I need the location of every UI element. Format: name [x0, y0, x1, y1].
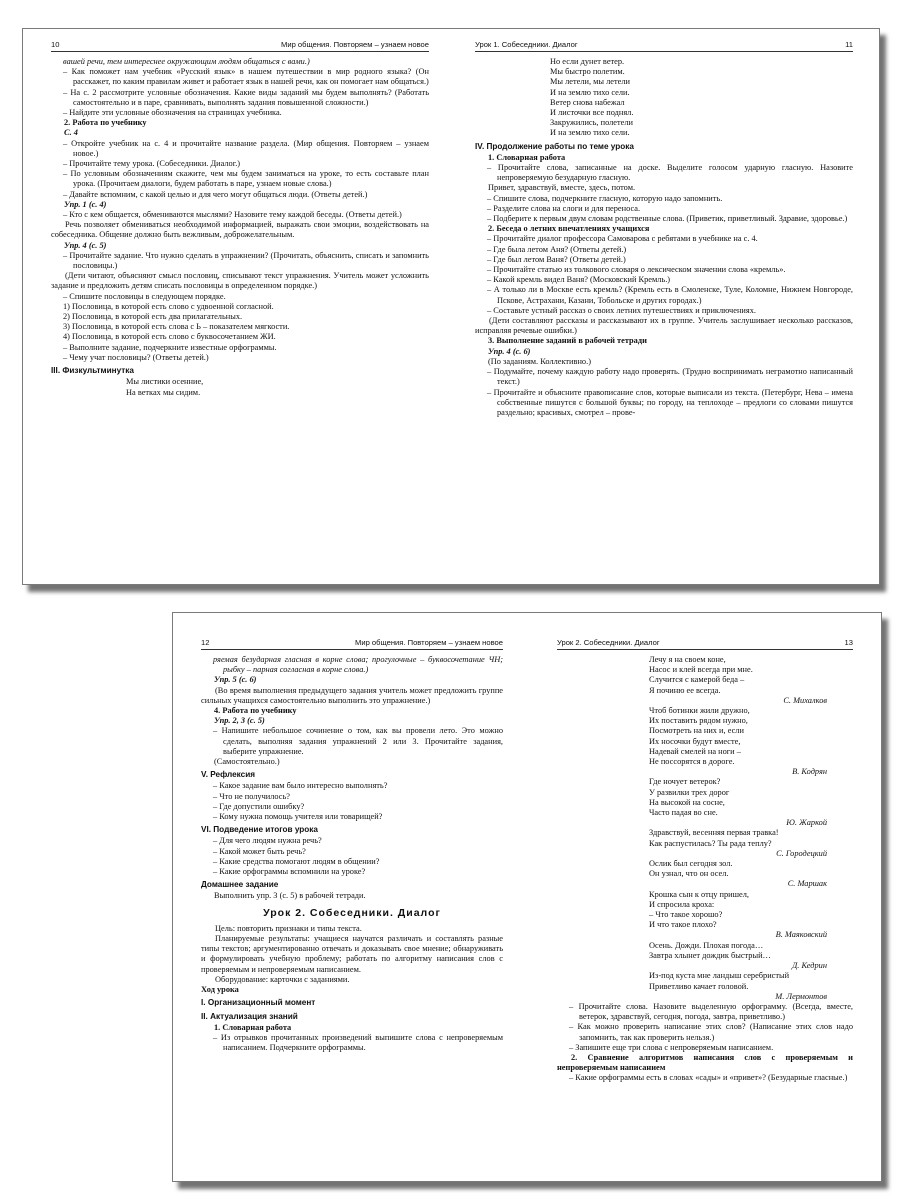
- poem-line: На ветках мы сидим.: [126, 387, 201, 397]
- text-line: – Прочитайте слова. Назовите выделенную орфограмму. (Всегда, вместе, ветерок, здравствуй, сегодня, погода, завтра, приветливо.): [569, 1001, 853, 1022]
- running-title: Мир общения. Повторяем – узнаем новое: [281, 40, 429, 49]
- page-body: [475, 57, 853, 418]
- poem-author: С. Маршак: [787, 879, 827, 889]
- text-line: – Подберите к первым двум словам родственные слова. (Приветик, приветливый. Здравие, здоровье.): [487, 214, 848, 224]
- poem-author: Д. Кедрин: [791, 961, 827, 971]
- poem-line: Ослик был сегодня зол.: [649, 859, 733, 869]
- poem-line: На высокой на сосне,: [649, 797, 725, 807]
- page-13: [557, 613, 853, 1181]
- poem-line: Не поссорятся в дороге.: [649, 757, 735, 767]
- text-line: – Какие средства помогают людям в общении?: [213, 856, 380, 866]
- section-heading: V. Рефлексия: [201, 770, 256, 780]
- poem-line: Завтра хлынет дождик быстрый…: [649, 950, 771, 960]
- section-heading: Домашнее задание: [201, 880, 279, 890]
- page-10: [51, 29, 429, 584]
- poem-line: Посмотреть на них и, если: [649, 726, 744, 736]
- poem-line: Мы листики осенние,: [126, 377, 204, 387]
- running-title: Мир общения. Повторяем – узнаем новое: [355, 638, 503, 647]
- text-line: – Давайте вспомним, с какой целью и для чего могут общаться люди. (Ответы детей.): [63, 189, 368, 199]
- text-line: Цель: повторить признаки и типы текста.: [215, 923, 362, 933]
- text-line: Упр. 2, 3 (с. 5): [214, 716, 265, 726]
- text-line: – Выполните задание, подчеркните известные орфограммы.: [63, 342, 277, 352]
- text-line: 3) Пословица, в которой есть слова с Ь – показателем мягкости.: [63, 322, 290, 332]
- text-line: – Какой кремль видел Ваня? (Московский Кремль.): [487, 275, 671, 285]
- page-11: [475, 29, 853, 584]
- poem-line: Надевай смелей на ноги –: [649, 746, 741, 756]
- poem-line: У развилки трех дорог: [649, 787, 730, 797]
- text-line: 4. Работа по учебнику: [214, 706, 297, 716]
- text-line: – Какое задание вам было интересно выполнять?: [213, 781, 388, 791]
- text-line: – Кому нужна помощь учителя или товарищей?: [213, 812, 383, 822]
- text-line: Привет, здравствуй, вместе, здесь, потом.: [488, 183, 636, 193]
- poem-line: Осень. Дожди. Плохая погода…: [649, 940, 764, 950]
- text-line: ряемая безударная гласная в корне слова; прогулочные – буквосочетание ЧН; рыбку – парная согласная в корне слова.): [213, 655, 503, 675]
- text-line: – Чему учат пословицы? (Ответы детей.): [63, 352, 209, 362]
- poem-line: Здравствуй, весенняя первая травка!: [649, 828, 779, 838]
- text-line: – Как поможет нам учебник «Русский язык» в нашем путешествии в мир родного языка? (Он расскажет, по каким правилам живет и работает язык в нашей речи, как он помогает нам общаться.): [63, 67, 429, 87]
- poem-author: М. Лермонтов: [775, 991, 827, 1001]
- text-line: – По условным обозначениям скажите, чем мы будем заниматься на уроке, то есть составьте план урока. (Прочитаем диалоги, будем работать в паре, узнаем новые слова.): [63, 169, 429, 189]
- text-line: – Запишите еще три слова с непроверяемым написанием.: [569, 1042, 774, 1052]
- section-heading: III. Физкультминутка: [51, 366, 134, 376]
- poem-line: И на землю тихо сели.: [550, 87, 630, 97]
- text-line: Ход урока: [201, 985, 239, 995]
- text-line: – Какие орфограммы вспомнили на уроке?: [213, 867, 366, 877]
- text-line: – Прочитайте статью из толкового словаря о лексическом значении слова «кремль».: [487, 265, 786, 275]
- running-header: [51, 39, 429, 52]
- poem-line: Крошка сын к отцу пришел,: [649, 889, 749, 899]
- text-line: (По заданиям. Коллективно.): [488, 356, 591, 366]
- poem-line: И что такое плохо?: [649, 920, 717, 930]
- text-line: – Прочитайте задание. Что нужно сделать в упражнении? (Прочитать, объяснить, списать и запомнить пословицы.): [63, 250, 429, 271]
- poem-line: Лечу я на своем коне,: [649, 655, 726, 664]
- running-header: [475, 39, 853, 52]
- poem-line: Случится с камерой беда –: [649, 675, 745, 685]
- text-line: – Какие орфограммы есть в словах «сады» и «привет»? (Безударные гласные.): [569, 1073, 848, 1083]
- text-line: 3. Выполнение заданий в рабочей тетради: [488, 336, 647, 346]
- poem-line: И листочки все поднял.: [550, 108, 634, 118]
- text-line: Упр. 5 (с. 6): [214, 675, 257, 685]
- text-line: – Для чего людям нужна речь?: [213, 836, 322, 846]
- page-body: [201, 655, 503, 1053]
- text-line: – Что не получилось?: [213, 791, 291, 801]
- poem-line: Где ночует ветерок?: [649, 777, 721, 787]
- text-line: Речь позволяет обмениваться необходимой информацией, выражать свои эмоции, воздействовать на собеседника. Общение должно быть вежливым, доброжелательным.: [51, 220, 429, 240]
- section-heading: VI. Подведение итогов урока: [201, 825, 318, 835]
- running-header: [557, 637, 853, 650]
- text-line: С. 4: [64, 128, 78, 138]
- poem-line: Насос и клей всегда при мне.: [649, 665, 753, 675]
- poem-author: В. Маяковский: [775, 930, 827, 940]
- text-line: – Напишите небольшое сочинение о том, как вы провели лето. Это можно сделать, выполняя задания упражнений 2 или 3. Прочитайте задания, выберите упражнение.: [213, 726, 503, 756]
- poem-line: Их поставить рядом нужно,: [649, 716, 748, 726]
- page-number: 12: [201, 638, 210, 647]
- running-header: [201, 637, 503, 650]
- poem-line: Мы быстро полетим.: [550, 67, 625, 77]
- section-heading: IV. Продолжение работы по теме урока: [475, 141, 634, 151]
- poem-line: Ветер снова набежал: [550, 97, 625, 107]
- text-line: – Какой может быть речь?: [213, 846, 306, 856]
- text-line: (Во время выполнения предыдущего задания учитель может предложить группе сильных учащихся самостоятельно выполнить это упражнение.): [201, 685, 503, 705]
- text-line: Упр. 1 (с. 4): [64, 199, 107, 209]
- poem-line: Их носочки будут вместе,: [649, 736, 741, 746]
- book-spread-pages-10-11: [22, 28, 880, 585]
- text-line: – А только ли в Москве есть кремль? (Кремль есть в Смоленске, Туле, Коломне, Нижнем Новгороде, Пскове, Астрахани, Казани, Тобольске и других городах.): [487, 285, 853, 305]
- text-line: 2) Пословица, в которой есть два прилагательных.: [63, 312, 243, 322]
- text-line: – Где был летом Ваня? (Ответы детей.): [487, 254, 626, 264]
- text-line: – Прочитайте слова, записанные на доске. Выделите голосом ударную гласную. Назовите непроверяемую безударную гласную.: [487, 163, 853, 183]
- text-line: Упр. 4 (с. 5): [64, 240, 107, 250]
- text-line: Планируемые результаты: учащиеся научатся различать и составлять разные типы текстов; аргументированно отвечать и доказывать свое мнение; обнаруживать и формулировать учебную проблему; работать по алгоритму написания слов с проверяемым и непроверяемым написанием.: [201, 934, 503, 974]
- text-line: Урок 2. Собеседники. Диалог: [263, 906, 441, 919]
- section-heading: I. Организационный момент: [201, 998, 316, 1008]
- text-line: – Откройте учебник на с. 4 и прочитайте название раздела. (Мир общения. Повторяем – узнаем новое.): [63, 138, 429, 158]
- poem-author: С. Городецкий: [776, 848, 827, 858]
- text-line: – Как можно проверить написание этих слов? (Написание этих слов надо запомнить, так как проверить нельзя.): [569, 1022, 853, 1042]
- text-line: (Самостоятельно.): [214, 757, 280, 767]
- poem-line: Закружились, полетели: [550, 118, 633, 128]
- book-spread-pages-12-13: [172, 612, 882, 1182]
- poem-author: Ю. Жаркой: [786, 818, 827, 828]
- poem-author: В. Кодрян: [792, 767, 827, 777]
- poem-line: Из-под куста мне ландыш серебристый: [649, 971, 790, 981]
- text-line: – Спишите пословицы в следующем порядке.: [63, 291, 226, 301]
- poem-line: Часто падая во сне.: [649, 808, 718, 818]
- page-12: [201, 613, 503, 1181]
- text-line: 2. Сравнение алгоритмов написания слов с проверяемым и непроверяемым написанием: [557, 1052, 853, 1073]
- text-line: – Найдите эти условные обозначения на страницах учебника.: [63, 108, 282, 118]
- poem-line: Он узнал, что он осел.: [649, 869, 729, 879]
- running-title: Урок 2. Собеседники. Диалог: [557, 638, 660, 647]
- running-title: Урок 1. Собеседники. Диалог: [475, 40, 578, 49]
- text-line: Оборудование: карточки с заданиями.: [215, 974, 350, 984]
- poem-line: Я починю ее всегда.: [649, 685, 721, 695]
- page-number: 11: [845, 40, 853, 49]
- text-line: – Спишите слова, подчеркните гласную, которую надо запомнить.: [487, 193, 723, 203]
- text-line: Выполнить упр. 3 (с. 5) в рабочей тетради.: [214, 891, 366, 901]
- poem-line: Приветливо качает головой.: [649, 981, 749, 991]
- text-line: – Из отрывков прочитанных произведений выпишите слова с непроверяемым написанием. Подчеркните орфограммы.: [213, 1032, 503, 1053]
- text-line: 2. Работа по учебнику: [64, 118, 147, 128]
- text-line: – Кто с кем общается, обмениваются мыслями? Назовите тему каждой беседы. (Ответы детей.): [63, 210, 402, 220]
- text-line: – Подумайте, почему каждую работу надо проверять. (Трудно воспринимать неграмотно написанный текст.): [487, 367, 853, 387]
- text-line: 1. Словарная работа: [214, 1022, 292, 1032]
- section-heading: II. Актуализация знаний: [201, 1011, 298, 1021]
- text-line: (Дети составляют рассказы и рассказывают их в группе. Учитель заслушивает несколько рассказов, исправляя речевые ошибки.): [475, 316, 853, 336]
- text-line: – Разделите слова на слоги и для переноса.: [487, 203, 641, 213]
- poem-line: Но если дунет ветер.: [550, 57, 625, 66]
- text-line: 1) Пословица, в которой есть слово с удвоенной согласной.: [63, 301, 274, 311]
- text-line: – Где была летом Аня? (Ответы детей.): [487, 244, 627, 254]
- poem-line: И на землю тихо сели.: [550, 128, 630, 138]
- poem-line: Как распустилась? Ты рада теплу?: [649, 838, 772, 848]
- text-line: – Прочитайте и объясните правописание слов, которые выписали из текста. (Петербург, Нева – имена собственные пишутся с большой буквы; по городу, на теплоходе – предлоги со словами пишутся раздельно; красивых, смотрел – прове-: [487, 387, 853, 417]
- text-line: – На с. 2 рассмотрите условные обозначения. Какие виды заданий мы будем выполнять? (Работать самостоятельно и в паре, сравнивать, выполнять задания повышенной сложности.): [63, 87, 429, 107]
- text-line: – Прочитайте тему урока. (Собеседники. Диалог.): [63, 159, 241, 169]
- poem-line: И спросила кроха:: [649, 899, 715, 909]
- poem-line: Чтоб ботинки жили дружно,: [649, 706, 750, 716]
- poem-author: С. Михалков: [783, 695, 827, 705]
- poem-line: – Что такое хорошо?: [649, 910, 723, 920]
- page-body: [557, 655, 853, 1084]
- poem-line: Мы летели, мы летели: [550, 77, 630, 87]
- page-body: [51, 57, 429, 398]
- text-line: Упр. 4 (с. 6): [488, 346, 531, 356]
- text-line: вашей речи, тем интереснее окружающим людям общаться с вами.): [63, 57, 310, 66]
- text-line: 2. Беседа о летних впечатлениях учащихся: [488, 224, 650, 234]
- page-number: 13: [844, 638, 853, 647]
- text-line: – Составьте устный рассказ о своих летних путешествиях и приключениях.: [487, 305, 756, 315]
- text-line: 4) Пословица, в которой есть слово с буквосочетанием ЖИ.: [63, 332, 276, 342]
- text-line: – Где допустили ошибку?: [213, 801, 305, 811]
- text-line: (Дети читают, объясняют смысл пословиц, списывают текст упражнения. Учитель может усложнить задание и предложить детям списать пословицы в определенном порядке.): [51, 271, 429, 291]
- text-line: – Прочитайте диалог профессора Самоварова с ребятами в учебнике на с. 4.: [487, 234, 758, 244]
- page-number: 10: [51, 40, 60, 49]
- text-line: 1. Словарная работа: [488, 152, 566, 162]
